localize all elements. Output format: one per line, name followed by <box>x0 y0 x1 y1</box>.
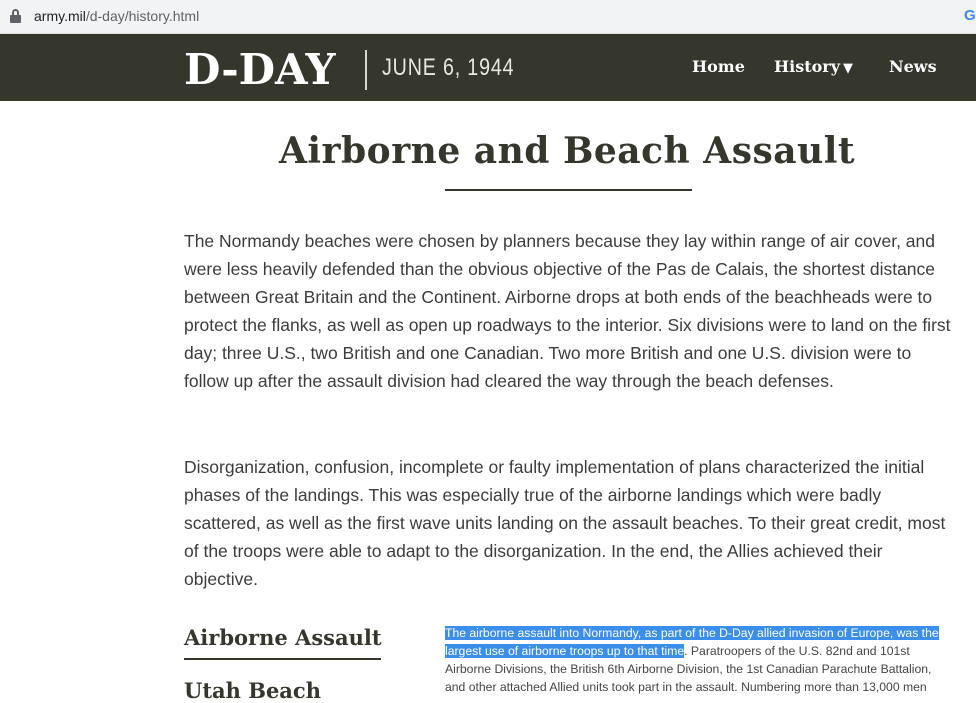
site-header <box>0 34 976 101</box>
lock-icon[interactable] <box>10 9 21 23</box>
selected-text: The airborne assault into Normandy, as part of the D-Day allied invasion of Europe, was the largest use of airborne troops up to that time <box>445 626 939 658</box>
nav-news[interactable]: News <box>889 57 937 76</box>
url-host: army.mil <box>34 8 86 24</box>
title-underline <box>445 189 692 191</box>
logo-date: JUNE 6, 1944 <box>382 54 515 81</box>
airborne-assault-text <box>445 624 953 696</box>
logo-divider <box>365 50 367 90</box>
url-path: /d-day/history.html <box>85 8 200 24</box>
sidebar-active-underline <box>184 658 381 660</box>
section-text: . Paratroopers of the U.S. 82nd and 101st Airborne Divisions, the British 6th Airborne Division, the 1st Canadian Parachute Battalion, and other attached Allied units took part in the assault. Numbering more than 13,000 men <box>445 644 932 694</box>
browser-address-bar[interactable] <box>0 0 976 34</box>
sidebar-item-airborne-assault[interactable]: Airborne Assault <box>184 625 382 650</box>
nav-home[interactable]: Home <box>692 57 745 76</box>
google-icon[interactable]: G <box>964 7 976 24</box>
nav-history[interactable] <box>774 57 853 76</box>
url-text[interactable] <box>34 8 199 24</box>
caret-down-icon: ▼ <box>843 61 853 76</box>
intro-paragraph: The Normandy beaches were chosen by planners because they lay within range of air cover, and were less heavily defended than the obvious objective of the Pas de Calais, the shortest distance between Great Britain and the Continent. Airborne drops at both ends of the beachheads were to protect the flanks, as well as open up roadways to the interior. Six divisions were to land on the first day; three U.S., two British and one Canadian. Two more British and one U.S. division were to follow up after the assault division had cleared the way through the beach defenses. <box>184 231 951 391</box>
nav-history-label: History <box>774 57 840 76</box>
sidebar-item-utah-beach[interactable]: Utah Beach <box>184 678 321 703</box>
disorganization-paragraph: Disorganization, confusion, incomplete or faulty implementation of plans characterized the initial phases of the landings. This was especially true of the airborne landings which were badly scattered, as well as the first wave units landing on the assault beaches. To their great credit, most of the troops were able to adapt to the disorganization. In the end, the Allies achieved their objective. <box>184 457 946 589</box>
site-logo[interactable]: D-DAY <box>184 45 336 94</box>
page-title: Airborne and Beach Assault <box>278 130 856 172</box>
